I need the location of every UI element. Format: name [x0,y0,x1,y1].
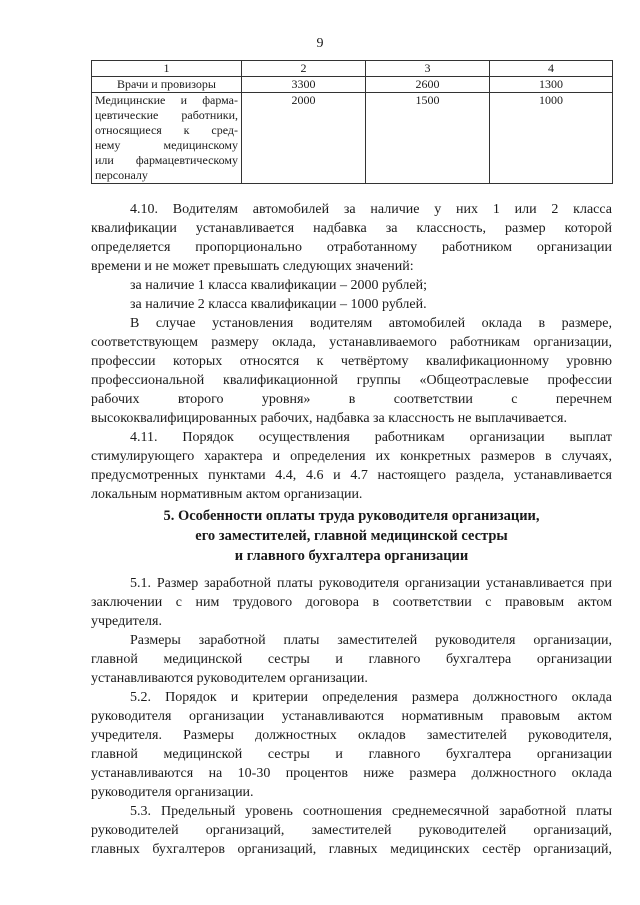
text-line: главной медицинской сестры и главного бухгалтера организации [91,652,612,667]
table-row [92,93,613,184]
category-line: нему медицинскому [95,138,238,152]
text-line: профессиональной квалификационной группы «Общеотраслевые профессии [91,373,612,388]
text-line: 4.11. Порядок осуществления работникам организации выплат [130,430,612,445]
text-line: учредителя. [91,614,162,629]
table-cell-value: 1500 [366,93,490,184]
paragraph-case [91,314,612,428]
text-line: учредителя. Размеры должностных окладов заместителей руководителя, [91,728,612,743]
paragraph-5-1 [91,574,612,631]
text-line: руководителя организации. [91,785,254,800]
table-cell-value: 2600 [366,77,490,93]
paragraph-5-2 [91,688,612,802]
text-line: главной медицинской сестры и главного бухгалтера организации [91,747,612,762]
text-line: высококвалифицированных рабочих, надбавка за классность не выплачивается. [91,411,567,426]
text-line: устанавливаются на 10-30 процентов ниже размера должностного оклада [91,766,612,781]
text-line: квалификации устанавливается надбавка за классность, размер которой [91,221,612,236]
section-4-body [91,200,612,504]
table-row [92,77,613,93]
text-line: локальным нормативным актом организации. [91,487,363,502]
table-header-row [92,61,613,77]
page-number: 9 [316,36,324,51]
paragraph-4-11 [91,428,612,504]
text-line: заключении с ним трудового договора в соответствии с правовым актом [91,595,612,610]
category-line: персоналу [95,168,148,182]
text-line: Размеры заработной платы заместителей руководителя организации, [130,633,612,648]
table-cell-value: 3300 [242,77,366,93]
text-line: определяется пропорционально отработанному работником организации [91,240,612,255]
table-cell-value: 2000 [242,93,366,184]
category-line: Медицинские и фарма- [95,93,238,107]
text-line: 4.10. Водителям автомобилей за наличие у них 1 или 2 класса [130,202,612,217]
text-line: В случае установления водителям автомобилей оклада в размере, [130,316,612,331]
paragraph-5-3 [91,802,612,859]
text-line: руководителей организаций, заместителей руководителей организаций, [91,823,612,838]
heading-line: и главного бухгалтера организации [234,548,469,564]
text-line: главных бухгалтеров организаций, главных медицинских сестёр организаций, [91,842,612,857]
section-5-body [91,574,612,859]
category-line: цевтические работники, [95,108,238,122]
heading-line: его заместителей, главной медицинской сестры [195,528,508,544]
table-header-cell: 4 [490,61,613,77]
paragraph-4-10 [91,200,612,276]
text-line: 5.1. Размер заработной платы руководителя организации устанавливается при [130,576,612,591]
class-2-bonus: за наличие 2 класса квалификации – 1000 рублей. [130,297,427,312]
text-line: 5.2. Порядок и критерии определения размера должностного оклада [130,690,612,705]
text-line: стимулирующего характера и определения их конкретных размеров в случаях, [91,449,612,464]
table-cell-category [92,93,242,184]
text-line: профессии которых относятся к четвёртому квалификационному уровню [91,354,612,369]
category-line: относящиеся к сред- [95,123,238,137]
table-header-cell: 1 [92,61,242,77]
text-line: 5.3. Предельный уровень соотношения среднемесячной заработной платы [130,804,612,819]
table-header-cell: 2 [242,61,366,77]
text-line: времени и не может превышать следующих значений: [91,259,414,274]
text-line: руководителя организации устанавливаются нормативным правовым актом [91,709,612,724]
paragraph-deputies [91,631,612,688]
text-line: рабочих второго уровня» в соответствии с перечнем [91,392,612,407]
table-cell-value: 1000 [490,93,613,184]
category-line: или фармацевтическому [95,153,238,167]
text-line: устанавливаются руководителем организации. [91,671,368,686]
section-5-heading [91,506,612,566]
heading-line: 5. Особенности оплаты труда руководителя организации, [163,508,540,524]
class-1-bonus: за наличие 1 класса квалификации – 2000 рублей; [130,278,427,293]
text-line: соответствующем размеру оклада, устанавливаемого работникам организации, [91,335,612,350]
text-line: предусмотренных пунктами 4.4, 4.6 и 4.7 настоящего раздела, устанавливается [91,468,612,483]
table-header-cell: 3 [366,61,490,77]
table-cell-value: 1300 [490,77,613,93]
table-cell-category: Врачи и провизоры [92,77,242,93]
rates-table [91,60,613,184]
